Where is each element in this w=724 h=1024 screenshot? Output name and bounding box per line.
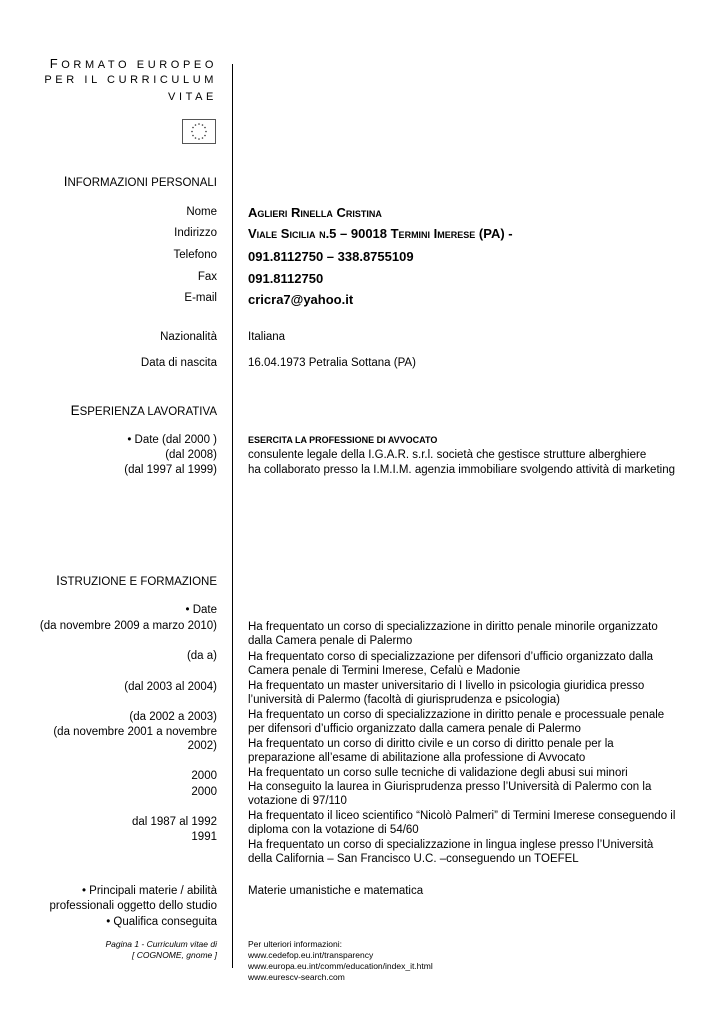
title-line-2: PER IL CURRICULUM: [44, 74, 217, 86]
footer-name-placeholder: [ COGNOME, gnome ]: [131, 950, 217, 960]
footer-page-label: Pagina 1 - Curriculum vitae di: [105, 939, 217, 949]
label-email: E-mail: [184, 292, 217, 304]
edu-item-5: Ha frequentato un corso di diritto civile e un corso di diritto penale per la preparazione all’esame di abilitazione alla professione di Avvocato: [248, 738, 614, 764]
edu-item-3: Ha frequentato un master universitario di I livello in psicologia giuridica presso l’università di Palermo (facoltà di giurisprudenza e psicologia): [248, 680, 645, 706]
edu-label-3: (dal 2003 al 2004): [124, 681, 217, 693]
vertical-divider: [232, 64, 233, 968]
label-address: Indirizzo: [174, 227, 217, 239]
section-personal-info: INFORMAZIONI PERSONALI: [63, 174, 217, 189]
label-fax: Fax: [197, 271, 217, 283]
value-phone: 091.8112750 – 338.8755109: [248, 249, 414, 264]
edu-label-1: (da novembre 2009 a marzo 2010): [39, 620, 217, 632]
label-nationality: Nazionalità: [160, 331, 217, 343]
footer-link-cedefop[interactable]: www.cedefop.eu.int/transparency: [248, 950, 374, 960]
qualification-label: • Qualifica conseguita: [106, 916, 217, 928]
exp-value-1: ESERCITA LA PROFESSIONE DI AVVOCATO: [248, 435, 438, 445]
edu-label-5: (da novembre 2001 a novembre: [53, 726, 217, 738]
label-birth: Data di nascita: [140, 357, 217, 369]
subjects-value: Materie umanistiche e matematica: [248, 885, 424, 897]
section-education: ISTRUZIONE E FORMAZIONE: [56, 573, 217, 588]
value-nationality: Italiana: [248, 331, 286, 343]
edu-item-8: Ha frequentato il liceo scientifico “Nicolò Palmeri” di Termini Imerese conseguendo il diploma con la votazione di 54/60: [248, 810, 676, 836]
edu-label-2: (da a): [186, 650, 217, 662]
subjects-label-2: professionali oggetto dello studio: [49, 900, 217, 912]
value-birth: 16.04.1973 Petralia Sottana (PA): [248, 357, 416, 369]
edu-label-4: (da 2002 a 2003): [129, 711, 217, 723]
footer-link-europa[interactable]: www.europa.eu.int/comm/education/index_it.html: [248, 961, 433, 971]
edu-label-9: dal 1987 al 1992: [131, 816, 217, 828]
edu-label-10: 1991: [191, 831, 217, 843]
subjects-label-1: • Principali materie / abilità: [81, 885, 217, 897]
edu-item-2: Ha frequentato corso di specializzazione per difensori d’ufficio organizzato dalla Camera penale di Termini Imerese, Cefalù e Madonie: [248, 651, 654, 677]
eu-flag-icon: [182, 119, 216, 144]
edu-item-1: Ha frequentato un corso di specializzazione in diritto penale minorile organizzato dalla Camera penale di Palermo: [248, 621, 658, 647]
label-phone: Telefono: [173, 249, 217, 261]
edu-item-6: Ha frequentato un corso sulle tecniche di validazione degli abusi sui minori: [248, 767, 628, 779]
value-address: Viale Sicilia n.5 – 90018 Termini Imerese (PA) -: [248, 226, 513, 241]
value-email: cricra7@yahoo.it: [248, 292, 354, 307]
footer-info-label: Per ulteriori informazioni:: [248, 939, 343, 949]
exp-value-3: ha collaborato presso la I.M.I.M. agenzia immobiliare svolgendo attività di marketing: [248, 464, 675, 476]
edu-item-9: Ha frequentato un corso di specializzazione in lingua inglese presso l’Università della California – San Francisco U.C. –conseguendo un TOEFEL: [248, 839, 654, 865]
exp-value-2: consulente legale della I.G.A.R. s.r.l. società che gestisce strutture alberghiere: [248, 449, 647, 461]
exp-label-1: • Date (dal 2000 ): [127, 434, 217, 446]
value-name: Aglieri Rinella Cristina: [248, 205, 382, 220]
title-line-1: FORMATO EUROPEO: [49, 56, 217, 71]
edu-date-header: • Date: [185, 604, 217, 616]
section-work-experience: ESPERIENZA LAVORATIVA: [70, 403, 217, 418]
edu-label-8: 2000: [191, 786, 217, 798]
edu-item-7: Ha conseguito la laurea in Giurisprudenza presso l’Università di Palermo con la votazione di 97/110: [248, 781, 652, 807]
exp-label-2: (dal 2008): [165, 449, 217, 461]
label-name: Nome: [186, 206, 217, 218]
edu-item-4: Ha frequentato un corso di specializzazione in diritto penale e processuale penale per difensori d’ufficio organizzato dalla camera penale di Palermo: [248, 709, 665, 735]
footer-link-eurescv[interactable]: www.eurescv-search.com: [248, 972, 345, 982]
title-line-3: VITAE: [168, 91, 217, 103]
edu-label-7: 2000: [191, 770, 217, 782]
edu-label-6: 2002): [187, 740, 217, 752]
value-fax: 091.8112750: [248, 271, 324, 286]
exp-label-3: (dal 1997 al 1999): [124, 464, 217, 476]
